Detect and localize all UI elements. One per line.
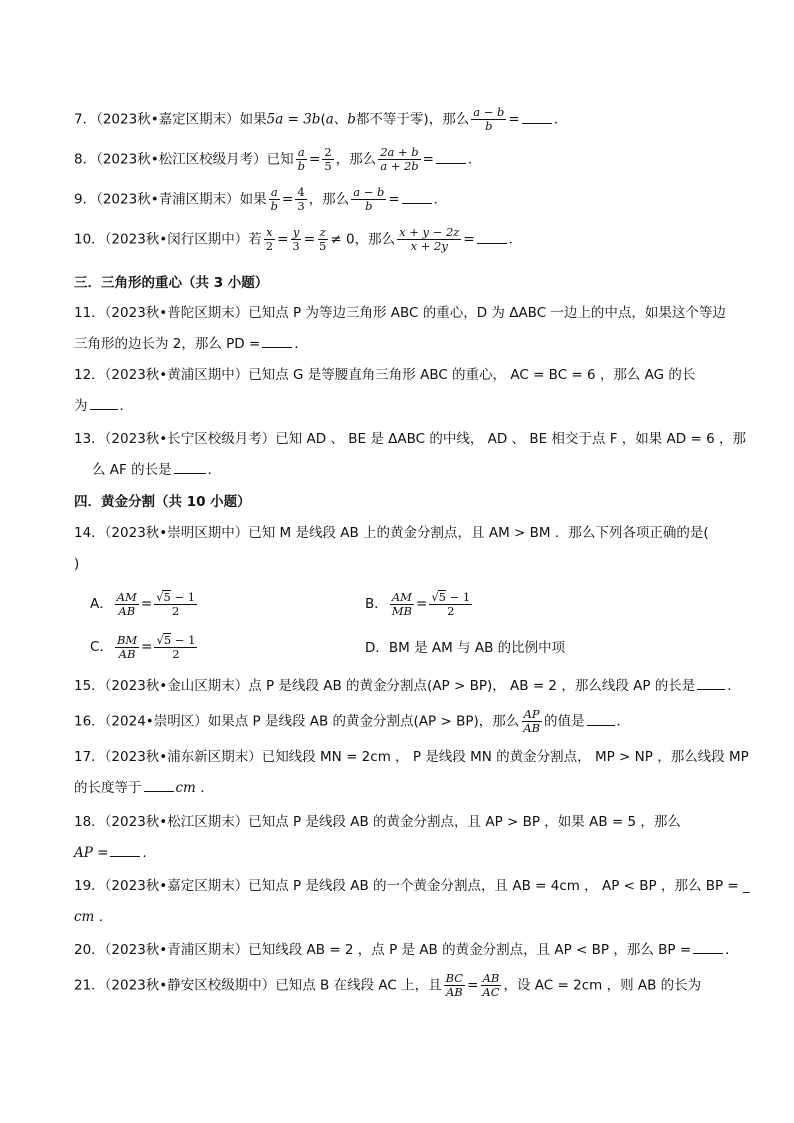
question-15 (74, 676, 741, 696)
option-d[interactable] (365, 638, 565, 658)
text: ． (725, 942, 739, 958)
answer-blank[interactable] (436, 151, 466, 164)
option-label: C． (90, 639, 113, 655)
option-label: A． (90, 596, 113, 612)
fraction: $\frac{2a + b}{a + 2b}$ (380, 145, 419, 173)
question-11: 11．（2023秋•普陀区期末）已知点 P 为等边三角形 ABC 的重心，D 为 ΔABC 一边上的中点，如果这个等边 (74, 305, 726, 321)
text: = (282, 191, 294, 208)
text: = (467, 977, 479, 994)
question-source: （2023秋•嘉定区期末） (96, 111, 240, 128)
option-label: B． (365, 596, 388, 612)
fraction: $\frac{2}{5}$ (324, 145, 332, 173)
text: ． (616, 713, 631, 730)
fraction: $\frac{4}{3}$ (297, 185, 305, 213)
text: ． (433, 191, 448, 208)
question-18: 18．（2023秋•松江区期末）已知点 P 是线段 AB 的黄金分割点，且 AP > BP ，如果 AB = 5 ，那么 (74, 814, 681, 830)
text: ． (119, 398, 133, 414)
question-21 (74, 972, 701, 999)
text: 16．（2024•崇明区）如果点 P 是线段 AB 的黄金分割点(AP > BP)，那么 (74, 713, 520, 730)
text: ，那么 (335, 151, 377, 168)
text: 么 AF 的长是 (92, 462, 172, 478)
text: 的值是 (544, 713, 585, 730)
equation: 5a = 3b (266, 111, 321, 128)
question-11-cont (74, 334, 308, 354)
text: = (277, 231, 289, 248)
fraction: $\frac{x}{2}$ (265, 225, 274, 253)
answer-blank[interactable] (477, 231, 507, 244)
question-number: 10． (74, 231, 105, 248)
text: ≠ 0，那么 (330, 231, 396, 248)
question-number: 7． (74, 111, 97, 128)
question-9 (74, 186, 447, 213)
text: ． (553, 111, 568, 128)
fraction: $\frac{√5 - 1}{2}$ (156, 590, 196, 618)
question-number: 9． (74, 191, 97, 208)
fraction: $\frac{√5 - 1}{2}$ (156, 633, 196, 661)
text: = (508, 111, 520, 128)
answer-blank[interactable] (522, 111, 552, 124)
fraction: $\frac{z}{5}$ (319, 225, 327, 253)
text: = (422, 151, 434, 168)
option-label: D． (365, 640, 389, 656)
fraction: $\frac{a - b}{b}$ (473, 105, 505, 133)
question-19: 19．（2023秋•嘉定区期末）已知点 P 是线段 AB 的一个黄金分割点，且 AB = 4cm ， AP < BP ，那么 BP = _ (74, 878, 750, 894)
text: = (388, 191, 400, 208)
text: = (309, 151, 321, 168)
variable: b (347, 111, 356, 128)
question-14-cont: ) (74, 556, 80, 572)
question-18-cont (74, 843, 156, 863)
fraction: $\frac{a - b}{b}$ (353, 185, 385, 213)
fraction: $\frac{AM}{AB}$ (116, 589, 137, 618)
question-20 (74, 940, 739, 960)
section-heading: 四．黄金分割（共 10 小题） (74, 494, 251, 510)
answer-blank[interactable] (174, 461, 206, 474)
text: 15．（2023秋•金山区期末）点 P 是线段 AB 的黄金分割点(AP > BP)， AB = 2 ，那么线段 AP 的长是 (74, 678, 696, 694)
question-16 (74, 708, 630, 735)
text: 如果 (239, 191, 267, 208)
text: = (141, 639, 153, 655)
text: 的长度等于 (74, 780, 142, 796)
text: 三角形的边长为 2，那么 PD = (74, 336, 261, 352)
question-17: 17．（2023秋•浦东新区期末）已知线段 MN = 2cm ， P 是线段 MN 的黄金分割点， MP > NP ，那么线段 MP (74, 749, 749, 765)
fraction: $\frac{BC}{AB}$ (445, 971, 464, 999)
answer-blank[interactable] (262, 335, 292, 348)
answer-blank[interactable] (693, 941, 723, 954)
fraction: $\frac{AP}{AB}$ (523, 707, 541, 735)
option-a[interactable] (90, 590, 199, 618)
answer-blank[interactable] (144, 779, 174, 792)
question-number: 8． (74, 151, 97, 168)
text: ． (207, 462, 222, 478)
fraction: $\frac{a}{b}$ (270, 185, 279, 213)
answer-blank[interactable] (110, 844, 140, 857)
question-17-cont (74, 778, 214, 798)
question-7 (74, 106, 567, 133)
text: 20．（2023秋•青浦区期末）已知线段 AB = 2 ，点 P 是 AB 的黄金分割点，且 AP < BP ，那么 BP = (74, 942, 692, 958)
text: ( (320, 111, 326, 128)
section-heading: 三．三角形的重心（共 3 小题） (74, 275, 269, 291)
text: ． (142, 845, 156, 861)
fraction: $\frac{AB}{AC}$ (482, 971, 500, 999)
option-b[interactable] (365, 590, 474, 618)
text: = (303, 231, 316, 248)
text: ． (727, 678, 741, 694)
question-12-cont (74, 396, 133, 416)
question-19-cont: cm ． (74, 909, 113, 925)
question-source: （2023秋•松江区校级月考） (96, 151, 267, 168)
text: 21．（2023秋•静安区校级期中）已知点 B 在线段 AC 上，且 (74, 977, 442, 994)
fraction: $\frac{x + y - 2z}{x + 2y}$ (399, 225, 460, 253)
text: ． (294, 336, 308, 352)
option-c[interactable] (90, 633, 199, 661)
text: ，那么 (308, 191, 350, 208)
fraction: $\frac{√5 - 1}{2}$ (431, 590, 471, 618)
question-8 (74, 146, 481, 173)
question-13-cont (92, 460, 221, 480)
text: = (140, 596, 153, 612)
fraction: $\frac{BM}{AB}$ (116, 632, 138, 661)
fraction: $\frac{a}{b}$ (297, 145, 306, 173)
question-10 (74, 226, 522, 253)
text: 已知 (266, 151, 294, 168)
answer-blank[interactable] (90, 397, 118, 410)
question-source: （2023秋•闵行区期中） (104, 231, 249, 248)
text: ． (508, 231, 523, 248)
question-source: （2023秋•青浦区期末） (96, 191, 240, 208)
text: AP = (74, 845, 109, 861)
option-text: BM 是 AM 与 AB 的比例中项 (388, 640, 566, 656)
text: 、 (333, 111, 348, 128)
text: 为 (74, 398, 88, 414)
answer-blank[interactable] (402, 191, 432, 204)
text: 都不等于零)，那么 (355, 111, 470, 128)
fraction: $\frac{AM}{MB}$ (391, 589, 412, 618)
text: = (416, 596, 428, 612)
text: 如果 (239, 111, 267, 128)
text: ，设 AC = 2cm ，则 AB 的长为 (503, 977, 702, 994)
text: cm ． (175, 780, 214, 796)
question-12: 12．（2023秋•黄浦区期中）已知点 G 是等腰直角三角形 ABC 的重心， AC = BC = 6 ，那么 AG 的长 (74, 367, 696, 383)
text: ． (467, 151, 482, 168)
question-13: 13．（2023秋•长宁区校级月考）已知 AD 、 BE 是 ΔABC 的中线， AD 、 BE 相交于点 F ，如果 AD = 6 ，那 (74, 431, 746, 447)
question-14: 14．（2023秋•崇明区期中）已知 M 是线段 AB 上的黄金分割点，且 AM > BM ．那么下列各项正确的是( (74, 525, 709, 541)
fraction: $\frac{y}{3}$ (292, 225, 300, 253)
text: 若 (248, 231, 262, 248)
text: = (463, 231, 475, 248)
variable: a (325, 111, 334, 128)
answer-blank[interactable] (697, 677, 725, 690)
answer-blank[interactable] (587, 713, 615, 726)
